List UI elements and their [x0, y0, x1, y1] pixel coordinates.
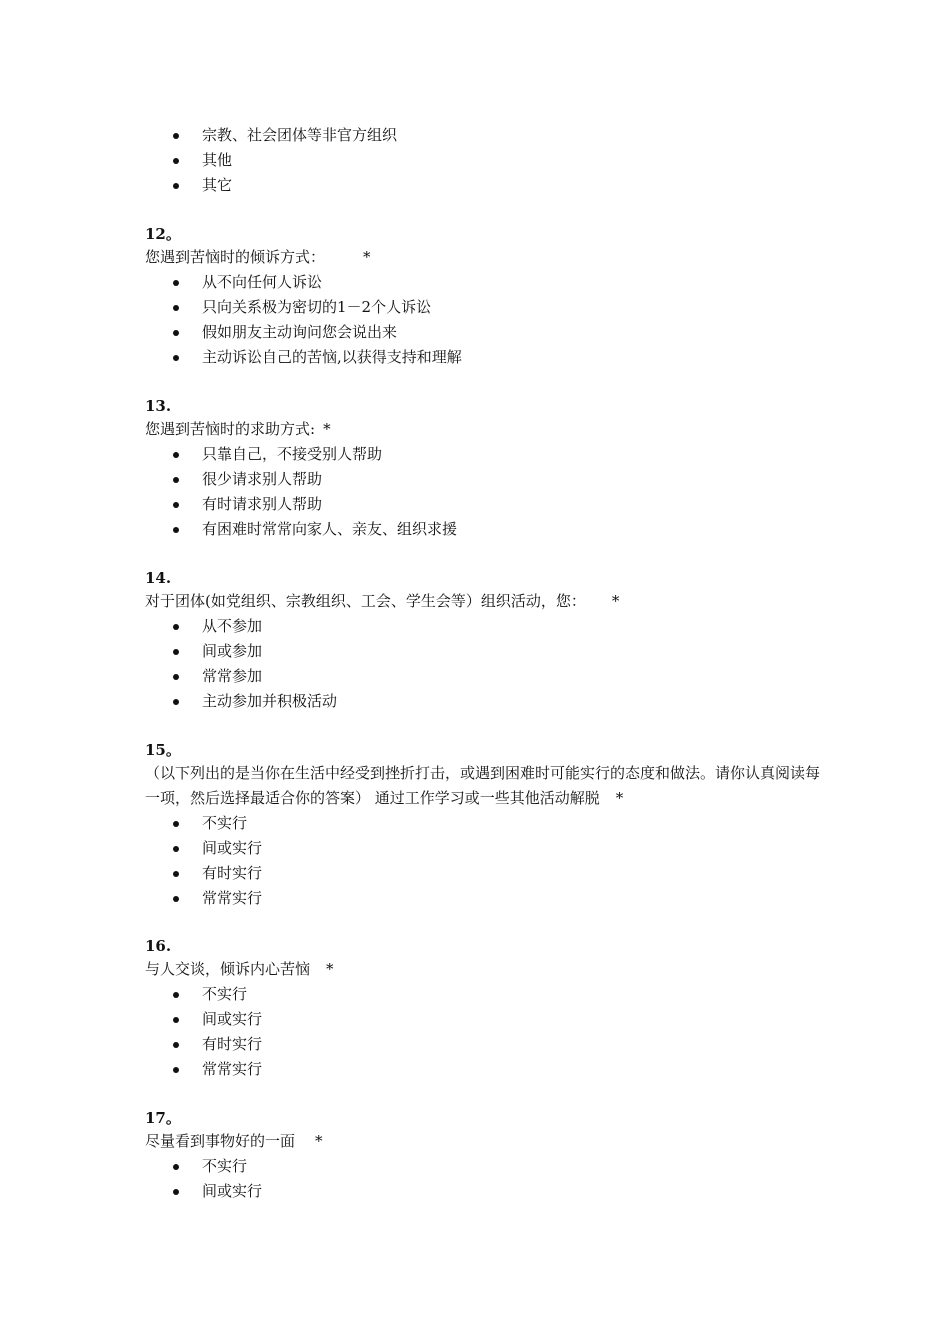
option-label: 间或实行 [202, 1182, 263, 1200]
bullet-icon [173, 871, 179, 877]
bullet-icon [173, 1164, 179, 1170]
question-text [145, 417, 825, 442]
option-label: 有时实行 [202, 1035, 263, 1053]
bullet-icon [173, 133, 179, 139]
option-label: 间或实行 [202, 839, 263, 857]
bullet-icon [173, 1042, 179, 1048]
bullet-icon [173, 305, 179, 311]
option-label: 其他 [202, 151, 233, 169]
question-11-continued [145, 123, 825, 198]
option-label: 其它 [202, 176, 233, 194]
bullet-icon [173, 502, 179, 508]
bullet-icon [173, 330, 179, 336]
option-label: 常常参加 [202, 667, 263, 685]
list-item [145, 1154, 825, 1179]
bullet-icon [173, 674, 179, 680]
list-item [145, 639, 825, 664]
question-14 [145, 567, 825, 714]
question-prompt: 与人交谈，倾诉内心苦恼 [145, 960, 311, 978]
question-prompt: 您遇到苦恼时的求助方式: [145, 420, 316, 438]
list-item [145, 982, 825, 1007]
list-item [145, 836, 825, 861]
question-15 [145, 739, 825, 911]
list-item [145, 492, 825, 517]
list-item [145, 1007, 825, 1032]
list-item [145, 664, 825, 689]
question-prompt: 您遇到苦恼时的倾诉方式： [145, 248, 326, 266]
list-item [145, 123, 825, 148]
question-13 [145, 395, 825, 542]
question-number: 16. [145, 937, 172, 955]
required-mark: * [315, 1132, 323, 1150]
option-label: 有时实行 [202, 864, 263, 882]
question-prompt: 尽量看到事物好的一面 [145, 1132, 296, 1150]
option-list [145, 123, 825, 198]
list-item [145, 811, 825, 836]
option-label: 宗教、社会团体等非官方组织 [202, 126, 398, 144]
required-mark: * [615, 789, 624, 807]
option-label: 间或参加 [202, 642, 263, 660]
bullet-icon [173, 183, 179, 189]
option-label: 从不参加 [202, 617, 263, 635]
list-item [145, 861, 825, 886]
bullet-icon [173, 452, 179, 458]
option-label: 主动诉讼自己的苦恼,以获得支持和理解 [202, 348, 462, 366]
option-label: 常常实行 [202, 889, 263, 907]
question-number: 14. [145, 569, 172, 587]
option-label: 常常实行 [202, 1060, 263, 1078]
option-label: 不实行 [202, 1157, 248, 1175]
list-item [145, 1032, 825, 1057]
option-label: 只靠自己，不接受别人帮助 [202, 445, 383, 463]
bullet-icon [173, 699, 179, 705]
bullet-icon [173, 158, 179, 164]
bullet-icon [173, 649, 179, 655]
list-item [145, 270, 825, 295]
question-text [145, 957, 825, 982]
question-17 [145, 1107, 825, 1204]
list-item [145, 886, 825, 911]
list-item [145, 1057, 825, 1082]
bullet-icon [173, 280, 179, 286]
list-item [145, 320, 825, 345]
list-item [145, 517, 825, 542]
option-label: 有困难时常常向家人、亲友、组织求援 [202, 520, 458, 538]
bullet-icon [173, 355, 179, 361]
bullet-icon [173, 821, 179, 827]
bullet-icon [173, 527, 179, 533]
option-list [145, 1154, 825, 1204]
bullet-icon [173, 992, 179, 998]
list-item [145, 295, 825, 320]
question-16 [145, 935, 825, 1082]
question-prompt: （以下列出的是当你在生活中经受到挫折打击，或遇到困难时可能实行的态度和做法。请你认真阅读每一项，然后选择最适合你的答案） 通过工作学习或一些其他活动解脱 [145, 764, 821, 807]
question-text [145, 245, 825, 270]
option-list [145, 442, 825, 542]
option-label: 从不向任何人诉讼 [202, 273, 323, 291]
list-item [145, 173, 825, 198]
list-item [145, 467, 825, 492]
option-label: 只向关系极为密切的1－2个人诉讼 [202, 298, 432, 316]
bullet-icon [173, 624, 179, 630]
option-list [145, 614, 825, 714]
list-item [145, 614, 825, 639]
question-12 [145, 223, 825, 370]
option-label: 主动参加并积极活动 [202, 692, 338, 710]
option-label: 假如朋友主动询问您会说出来 [202, 323, 398, 341]
question-number: 17。 [145, 1109, 181, 1127]
required-mark: * [326, 960, 334, 978]
option-list [145, 270, 825, 370]
option-label: 不实行 [202, 814, 248, 832]
required-mark: * [611, 592, 620, 610]
list-item [145, 689, 825, 714]
question-number: 12。 [145, 225, 181, 243]
question-text [145, 761, 825, 811]
question-number: 15。 [145, 741, 181, 759]
required-mark: * [323, 420, 331, 438]
bullet-icon [173, 846, 179, 852]
bullet-icon [173, 1017, 179, 1023]
option-label: 有时请求别人帮助 [202, 495, 323, 513]
option-list [145, 811, 825, 911]
question-number: 13. [145, 397, 172, 415]
option-list [145, 982, 825, 1082]
list-item [145, 345, 825, 370]
question-prompt: 对于团体(如党组织、宗教组织、工会、学生会等）组织活动，您： [145, 592, 586, 610]
option-label: 很少请求别人帮助 [202, 470, 323, 488]
option-label: 不实行 [202, 985, 248, 1003]
bullet-icon [173, 477, 179, 483]
question-text [145, 1129, 825, 1154]
list-item [145, 148, 825, 173]
question-text [145, 589, 825, 614]
option-label: 间或实行 [202, 1010, 263, 1028]
bullet-icon [173, 896, 179, 902]
bullet-icon [173, 1067, 179, 1073]
required-mark: * [363, 248, 371, 266]
list-item [145, 1179, 825, 1204]
list-item [145, 442, 825, 467]
bullet-icon [173, 1189, 179, 1195]
